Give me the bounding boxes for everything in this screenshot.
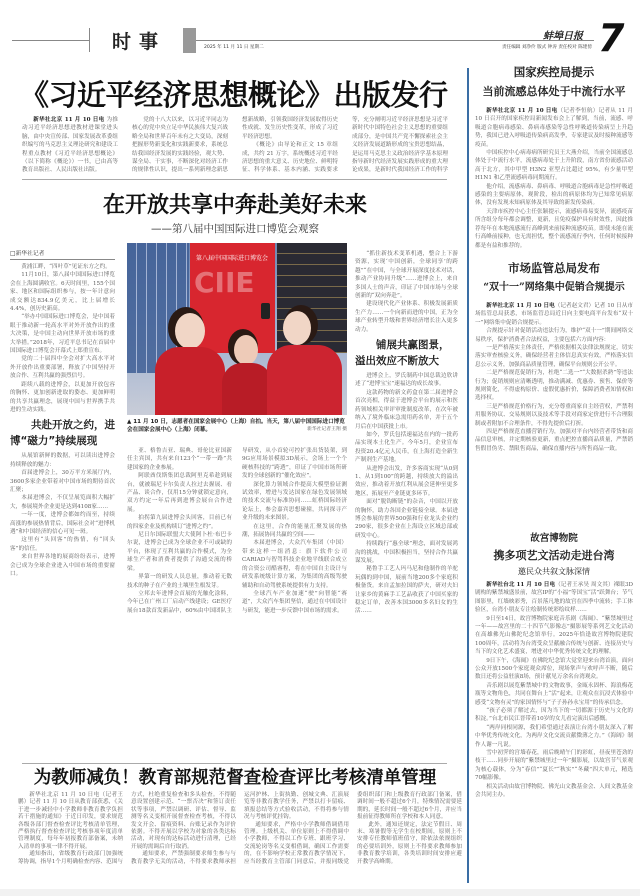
lead-body: 新华社北京 11 月 10 日电 为推动习近平经济思想进教材进课堂进头脑，由中央宣传部、国家发展改革委组织编写的马克思主义理论研究和建设工程重点教材《习近平经济思想概论》（以下简称《概论》）一书，已由高等教育出版社、人民出版社出版。 党的十八大以来，以习近平同志为核心的党中央立足中华民族伟大复兴战略全局和世界百年未有之大变局，深刻把握形势新变化和实践新要求，系统总结我国经济发展的实践经验，观大势、谋全局、干实事，不断深化对经济工作的规律性认识，提出一系列新理念新思想新战略，引领我国经济发展取得历史性成就、发生历史性变革，形成了习近平经济思想。 《概论》由导论和正文 15 章组成，共约 21 万字，系统概述习近平经济思想的重大意义、历史地位、鲜明特征、科学体系、基本内涵、实践要求等，充分阐明习近平经济思想是习近平新时代中国特色社会主义思想的重要组成部分，是中国共产党不懈探索社会主义经济发展道路形成的宝贵思想结晶，是运用马克思主义政治经济学基本原理指导新时代经济发展实践形成的重大理论成果，是新时代我国经济工作的科学 — [22, 117, 448, 174]
article-title: 故宫博物院 — [530, 532, 578, 544]
header-rule-left — [12, 40, 90, 41]
ciie-logo: CIIE — [194, 266, 255, 299]
feature-headline: 在开放共享中奔赴美好未来 — [102, 192, 367, 218]
header-credits: 责任编辑 刘净伶 版式 钟涛 责任校对 陈建傍 — [502, 45, 592, 50]
sidebar-article-flu: 国家疾控局提示 当前流感总体处于中流行水平 新华社北京 11 月 10 日电（记者李恒航）记者从 11 月 10 日召开的国家疾控局新闻发布会上了解到，当前，流感、呼吸道合胞病毒感染、鼻病毒感染等急性呼吸道传染病呈上升趋势，我国已进入呼吸道传染病高发季，专家建议及时接种流感等疫苗。 中国疾控中心病毒病所研究员王大燕介绍，当前全国流感总体处于中流行水平，流感病毒处于上升阶段，南方省份流感活动高于北方，其中甲型 H3N2 亚型占比超过 95%，有少量甲型 H1N1 和乙型流感病毒同期流行。 他介绍，流感病毒、鼻病毒、呼吸道合胞病毒是急性呼吸道感染的主要病原体，观阶段，检出的病原体均为已知常见病原体，没有发现未知病原体及其导致的新发传染病。 天津市疾控中心主任张颖提示，流感病毒易变异，流感疫苗所含组分每年都会调整，更新，且免疫保护具有时效性，因此推荐每年在本地流感流行高峰到来前接种流感疫苗。即使未能在流行高峰前接种，也无需担忧，整个流感流行季内，任何时候接种都是有益和推荐的。 — [475, 62, 633, 250]
article-title-2: “双十一”网络集中促销合规提示 — [483, 281, 625, 293]
dateline: 新华社台北 11 月 10 日电 — [486, 581, 556, 588]
lead-dateline: 新华社北京 11 月 10 日电 — [33, 117, 105, 123]
dateline: 新华社北京 11 月 10 日电 — [486, 108, 558, 114]
article-title: 市场监管总局发布 — [508, 260, 600, 275]
feature-right-column-2: 进博会上，罗氏制药中国总裁边欣讲述了“进博宝宝”速福达的成长故事。 这款药物的新文药盒在第二届进博会首次亮相，得益于进博会平台的展示和医药领域相关审评审批制度改革，在次年被纳入了境外临床急需用药名单，并于五个月后在中国获批上市。 如今，罗氏包括速福达在内的一批药品实现本土化生产。今年5月，企业宣布投资20.4亿元人民币，在上海打造全新生产制剂生产基地。 从进博会出发，许多客商实现“从0到1、从1到100”的跨越，持续放大的溢出效应，推动着开放红利从展会延伸至更多地区，拓展至产业链更多环节。 面对“脱钩断链”的杂音，中国以开放的胸怀，助力各国企业链接全球。本届进博会参展的世界500强和行业龙头企业约290家，很多企业在上海设立区域总部或研发中心。 持续践行“惠全球”理念，面对发展鸿沟的挑战，中国积极担当，坚持合作共赢谋发展。 秘鲁手工艺人玛马尼和他制作的羊驼玩偶的到中国，展前当地200多个家庭积极备货。来自孟加拉国的萨夫，研对夫妇让家乡的黄麻手工艺品收获了中国买家的稳定订单，改善本国3000多名妇女的生活…… — [355, 373, 458, 615]
header-rule — [196, 40, 594, 41]
bottom-headline: 为教师减负！教育部规范督查检查评比考核清单管理 — [33, 768, 437, 788]
page-bottom-edge — [0, 889, 640, 896]
byline-rule — [10, 259, 115, 260]
article-title-2: 当前流感总体处于中流行水平 — [482, 85, 626, 98]
feature-subtitle: ——第八届中国国际进口博览会观察 — [151, 223, 319, 235]
article-subtitle: 邀民众共叙文脉深情 — [518, 566, 590, 576]
feature-left-column-2: 从展馆新鲜的数据，可以读出进博会持续释放的魅力： 首届进博会上，30万平方米展厅内，3600多家企业带着对中国市场的期待首次汇聚； 本届进博会，不仅呈展览面积大幅扩大，参展境外企业更是达到4108家…… 一年一度，进博会都如约而至，持续高涨的参展热情背后，国际社会对“进博机遇”和中国经济的信心可见一斑。 这里有“头回客”的热情，有“回头客”的信任。 来自世界各地的展商纷纷表示，进博会已成为全球企业进入中国市场的重要窗口。 — [10, 453, 115, 577]
banner-text: 第八届中国国际进口博览会 — [196, 255, 269, 262]
sidebar — [475, 62, 633, 888]
issue-date: 2025 年 11 月 11 日 星期二 — [204, 45, 264, 50]
lead-headline: 《习近平经济思想概论》出版发行 — [20, 78, 448, 112]
feature-right-column: “抓住新技术变革机遇，整合上下游资源，实现‘中国创新，全球同享’的跨越”“在中国，与全球开展深度技术对话，推动产业协同升级”……进博会上，来自多国人士的声音，印证了中国市场与全球创新的“双向奔赴”。 建设现代化产业体系、积极发展新质生产力……一个向新而进的中国，正为全球产业转型升级和世界经济增长注入更多动力。 铺展共赢图景，溢出效应不断放大 进博会上，罗氏制药中国总裁边欣讲述了“进博宝宝”速福达的成长故事。 这款药物的新文药盒在第二届进博会首次亮相，得益于进博会平台的展示和医药领域相关审评审批制度改革，在次年被纳入了境外临床急需用药名单，并于五个月后在中国获批上市。 如今，罗氏包括速福达在内的一批药品实现本土化生产。今年5月，企业宣布投资20.4亿元人民币，在上海打造全新生产制剂生产基地。 从进博会出发，许多客商实现“从0到1、从1到100”的跨越，持续放大的溢出效应，推动着开放红利从展会延伸至更多地区，拓展至产业链更多环节。 面对“脱钩断链”的杂音，中国以开放的胸怀，助力各国企业链接全球。本届进博会参展的世界500强和行业龙头企业约290家，很多企业在上海设立区域总部或研发中心。 持续践行“惠全球”理念，面对发展鸿沟的挑战，中国积极担当，坚持合作共赢谋发展。 秘鲁手工艺人玛马尼和他制作的羊驼玩偶的到中国，展前当地200多个家庭积极备货。来自孟加拉国的萨夫，研对夫妇让家乡的黄麻手工艺品收获了中国买家的稳定订单，改善本国3000多名妇女的生活…… — [355, 251, 458, 615]
article-title-2: 携多项艺文活动走进台湾 — [493, 548, 615, 562]
divider — [22, 179, 447, 180]
divider — [22, 763, 447, 764]
sidebar-article-market: 市场监管总局发布 “双十一”网络集中促销合规提示 新华社北京 11 月 10 日电（记者赵文君）记者 10 日从市场监管总局获悉，市场监管总局近日向主要电商平台发布“双十一”网络集中促销合规提示。 合规提示针对促销活动违法行为，维护“双十一”期间网络交易秩序，保护消费者合法权益，主要包括六方面内容： 一是严格落实主体责任，严格依据相关法律法规规定，切实落实审查核验义务，确保经营者主体信息真实有效，严格落实信息公示义务，加强商品质量管理，确保平台规则公开公平。 二是严格规范促销行为，杜绝“二选一”“大数据杀熟”等违法行为；促销规则应清晰透明，推动满减、优惠券、预售、保价等规则简化，不得虚构原价、虚假优惠折价，保障消费者知情权和选择权。 三是严格规范价格行为，充分尊重商家自主经营权，严禁利用服务协议、交易规则以及技术等手段对商家定价进行不合理限制或者附加不合理条件，不得先提价后打折。 四是严格规范直播营销行为，加强对平台内经营者带货和商品信息审核，并定期核验更新，重点把控直播商品质量，严禁销售假冒伪劣、禁限售商品，确保直播内容与所售商品一致。 — [475, 258, 633, 520]
person-right — [267, 311, 342, 415]
dateline: 新华社北京 11 月 10 日电 — [486, 302, 555, 309]
feature-photo — [127, 243, 347, 415]
section-title: 时事 — [112, 31, 167, 53]
article-title: 国家疾控局提示 — [513, 65, 595, 79]
feature-middle-columns: 亚、格鲁吉亚、瑞典、哥伦比亚国新任主宾国，共有来自123个“一带一路”共建国家的企业参展。 阿联酋伐斯集团总裁阿里克希趁到展台，就被瑞尼卡尔负责人拉过去握展、看产品、谈合作，仅用15分钟就锁定意向，双方约定一年后再到进博会展台合作进展。 拍拐第九届进博会头回客，目前已有的四家企业及机构续订“进博之约”。 尼日尔国际联盟大大使阿卜杜·布巴卡尔说，进博会已成为全球企业不可或缺的平台，体现了互利共赢的合作模式，为全球生产者和消费者提供了沟通交流的桥梁。 界第一的研发人员总量，推动着无数技术的种子在产业的土壤里生根发芽。 立邦去年进博会首展的光触化涂料，今年已在广州工厂启动产线建设；GE医疗展台18款首发新品中，60%由中国团队主导研发，从小首轮可控扩张出货装架，到9G应用场景模拟3D展示，会场上一个个硬核科技的“跨透”，印证了中国市场所研发的全球创新的“催化效应”。 深化算力领域合作提高大模型验证测试效率，增进与发达国家在绿色发展领域的技术交流与标准协同……虹桥国际经济论坛上，参会嘉宾思想碰撞，共同探寻产业升级的未来图景。 在这里，合作的能量汇聚发展的热潮，拓展协同共赢的空间—— 本届进博会，大众汽车集团（中国）带来这样一组消息：旗下软件公司CARIAD与智驾科技企业地平线联合成立的合资公司酷睿程，将在中国自主设计与研发系统级计算方案，为集团的高级驾驶辅助和自动驾驶系统提供有力支持。 全球汽车产业加速“驶”向智能“赛道”，大众汽车集团坚信，通过在中国设计与研发，能进一步反馈中国市场的需求。 — [127, 448, 347, 614]
sidebar-article-palace-museum: 故宫博物院 携多项艺文活动走进台湾 邀民众共叙文脉深情 新华社台北 11 月 10 日电（记者王承昊 周文其）裸眼3D剧构的紫禁城盛景前，故宫IP的“小福”等国宝“活”跃舞台；节气图影里，红墙映彩秀，百景落凡地的故宫在四季中流转；手工体验区，台湾小朋友专注绘制传统彩绘纹样…… 9日至14日，故宫博物院家庭音乐剧《海阔》、“紫禁城里过一年——故宫里的二十四节气影像志”摄影展等系列艺文化活动在高雄佛光山佛陀纪念馆举行。2025年恰逢故宫博物院建院100周年，活动将为台湾受众呈献融合传统与创新、连接历史与当下的文化艺术盛宴，增进对中华优秀传统文化的理解。 9日下午，《海阔》在佛陀纪念馆大觉堂迎来台湾首演，面向公众开放1500个家庭观众席位，现场掌声与欢呼声不断，随后数日还将公益驻演8场，预计献见万余名台湾观众。 音乐剧以展览紫禁城中的文物故事，金瓯永固杯、海浪梅花瓶等文物角色，共同在舞台上“活”起来，让观众在沉浸式体验中感受“文物有灵”的家国情怀与“子子孙孙永宝用”的传承信念。 “孩子必须了解过去，因为当下的一切都源于历史与文化的积淀。”台北市民江晋带着10岁的女儿看完演出后感慨。 “两岸同根同源，我们希望通过表演让台湾小朋友深入了解中华优秀传统文化，为两岸文化交流贡献微薄之力。”《海阔》制作人谢一凡说。 雪中初霁的宫墙春花，雨后晚晴午门的彩虹，昼夜里苍劲的枝干……同步开展的“紫禁城里过一年”摄影展，以故宫节气景观为核心载体，分为“春信”“夏长”“秋实”“冬藏”四大单元，精选70幅影像。 相关活动由故宫博物院、佛光山文教基金会、人间文教基金会共同主办。 — [475, 530, 633, 800]
person-left — [155, 313, 225, 415]
sidebar-border — [467, 68, 469, 883]
page-number: 7 — [598, 16, 625, 60]
feature-left-subhead: 共赴开放之约，进博“磁力”持续展现 — [10, 419, 115, 448]
feature-left-column: 黄浦江畔，“四叶草”见证东方之约。 11月10日，第八届中国国际进口博览会在上海圆满收官。6天时间里，155个国家、地区和国际组织参与，按一年计意向成交额达834.9亿美元，比上届增长4.4%，创历史新高。 “举办中国国际进口博览会，是中国着眼于推动新一轮高水平对外开放作出的重大决策，是中国主动向世界开放市场的重大举措。”2018年，习近平总书记在首届中国国际进口博览会开幕式上郑重宣布。 党的二十届四中全会对扩大高水平对外开放作出重要部署，释放了中国坚持开放合作、互利共赢的强烈信号。 距续八载的进博会，以更加开放包容的胸怀、更加创新进取的姿态、更加鲜明的共享共赢理念，展现中国与世界携手共进的生动实践。 共赴开放之约，进博“磁力”持续展现 从展馆新鲜的数据，可以读出进博会持续释放的魅力： 首届进博会上，30万平方米展厅内，3600多家企业带着对中国市场的期待首次汇聚； 本届进博会，不仅呈展览面积大幅扩大，参展境外企业更是达到4108家…… 一年一度，进博会都如约而至，持续高涨的参展热情背后，国际社会对“进博机遇”和中国经济的信心可见一斑。 这里有“头回客”的热情，有“回头客”的信任。 来自世界各地的展商纷纷表示，进博会已成为全球企业进入中国市场的重要窗口。 — [10, 264, 115, 577]
feature-byline: □新华社记者 — [10, 251, 45, 257]
feature-right-subhead: 铺展共赢图景，溢出效应不断放大 — [355, 339, 450, 368]
newspaper-logo: 蚌埠日报 — [543, 31, 583, 42]
header-gray-block — [183, 28, 196, 53]
bottom-body: 新华社北京 11 月 10 日电（记者王鹏）记者 11 月 10 日从教育部获悉，《关于进一步减轻中小学教师非教育教学负担若干措施的通知》于近日印发，要求规范各级各部门督查检查评比考核清单管理，严格执行督查检查评比考核事项年度清单管理制度，每年年初报教育部备案，未纳入清单的事项一律不得开展。 通知指出，省级教育行政部门加强统筹协调，指导1个月明确检查内容、范围与方式，杜绝重复检查和多头检查。不得随意设置创建示范、“一票否决”和签订责任状等事项，严禁以调研、评估、督导、监测等名义变相开展督查检查考核，不得以发文开会、留痕资料、台账记录作为评价依据。不得开展以学校为对象的各类达标活动，对现有的达标活动进行清理，已经开展的需调后自行取消。 通知要求，严禁强制要求师生参与与教育教学无关的活动，不得要求教师承担运河护林、上街执勤、创城文典、汇演展览等非教育教学任务，严禁以打卡留痕、填报总结等方式验收活动，不得将参与情况与考核评优挂钩。 通知要求，严格中小学教师借调借用管理。上级机关、单位原则上不得借调中小学教师，不得以工作专班、跟班学习、交流轮岗等名义变相借调，确因工作需要的，在不影响学校正常教育教学情况下，应当经教育主管部门同意后，并报同级党委组织部门和上级教育行政部门备案，借调时间一般不超过6个月，特殊情况需要延期的，延长时间一般不超过6个月，并应当报前征得教师所在学校和本人同意。 此外，通知还规定，法定节假日、周末、寒暑假等无学生在校期间，原则上不安排专任教师值班值守，除依法依规组织的必要培训外，原则上不得要求教师参加非教育教学培训，各类培训时间安排应避开教学高峰期。 — [18, 792, 462, 865]
photo-caption: ▲ 11 月 10 日，志愿者在国家会展中心（上海）自拍。当天，第八届中国国际进口博览会在国家会展中心（上海）闭幕。 新华社记者王翔 摄 — [127, 419, 347, 433]
header-tick — [89, 28, 90, 52]
person-middle — [222, 335, 272, 415]
photo-credit: 新华社记者王翔 摄 — [307, 427, 347, 432]
